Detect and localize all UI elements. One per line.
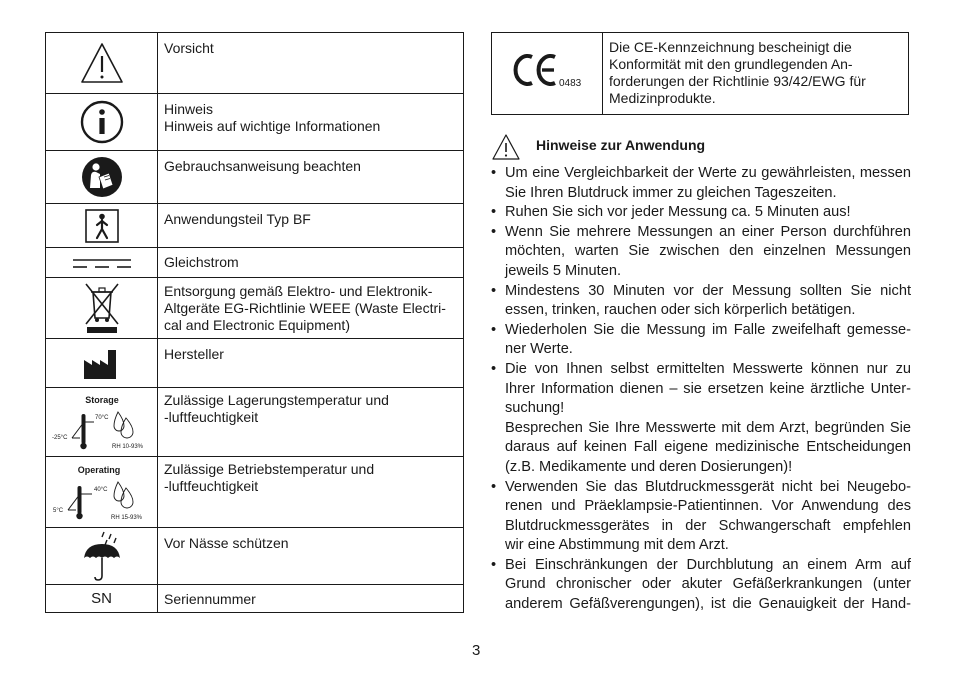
note-line: Blutdruckmessgerätes in der Schwangerschaft empfehlen — [505, 517, 911, 534]
ce-description-line: Medizinprodukte. — [609, 90, 716, 106]
note-line: Mindestens 30 Minuten vor der Messung sollten Sie nicht — [505, 282, 911, 299]
direct-current-icon — [71, 255, 133, 271]
symbol-table — [45, 32, 464, 613]
symbol-icon-cell — [46, 94, 158, 151]
storage-humidity: RH 10-93% — [111, 444, 143, 450]
note-line: möchten, warten Sie zwischen den einzelnen Messungen — [505, 243, 911, 260]
list-item — [491, 282, 911, 321]
warning-triangle-icon — [80, 41, 124, 85]
bullet: • — [491, 321, 497, 338]
note-line: ner Werte. — [505, 341, 573, 358]
symbol-description-line: Seriennummer — [164, 591, 256, 607]
symbol-description — [158, 278, 464, 339]
note-line: Verwenden Sie das Blutdruckmessgerät nicht bei Neugebo- — [505, 478, 911, 495]
list-item — [491, 203, 911, 223]
symbol-icon-cell — [46, 33, 158, 94]
note-line: Sie Ihren Blutdruck immer zu gleichen Tageszeiten. — [505, 184, 837, 201]
bullet: • — [491, 282, 497, 299]
ce-description-line: forderungen der Richtlinie 93/42/EWG für — [609, 73, 866, 89]
type-bf-body-icon — [85, 209, 119, 243]
symbol-icon-cell — [46, 457, 158, 528]
list-item — [491, 478, 911, 556]
symbol-description-line: Entsorgung gemäß Elektro- und Elektronik- — [164, 283, 433, 299]
note-line: Grund chronischer oder akuter Gefäßerkrankungen (unter — [505, 576, 911, 593]
symbol-description — [158, 339, 464, 388]
symbol-description-line: cal and Electronic Equipment) — [164, 317, 350, 333]
storage-label: Storage — [84, 395, 119, 405]
symbol-row — [46, 339, 464, 388]
symbol-description-line: Gebrauchsanweisung beachten — [164, 158, 361, 174]
bullet: • — [491, 478, 497, 495]
symbol-icon-cell — [46, 528, 158, 585]
symbol-row — [46, 388, 464, 457]
symbol-row — [46, 457, 464, 528]
manufacturer-factory-icon — [82, 346, 122, 380]
symbol-icon-cell — [46, 248, 158, 278]
list-item — [491, 321, 911, 360]
bullet: • — [491, 223, 497, 240]
usage-notes-list — [491, 164, 911, 615]
notes-heading-title: Hinweise zur Anwendung — [536, 137, 706, 153]
symbol-description-line: Hersteller — [164, 346, 224, 362]
list-item — [491, 556, 911, 615]
operating-temp-min: 5°C — [52, 508, 63, 514]
ce-notified-body-number: 0483 — [559, 78, 582, 89]
operating-label: Operating — [77, 465, 120, 475]
symbol-description-line: Hinweis — [164, 101, 214, 117]
operating-conditions-icon — [48, 460, 156, 524]
symbol-description-line: -luftfeuchtigkeit — [164, 409, 259, 425]
symbol-description-line: -luftfeuchtigkeit — [164, 478, 259, 494]
list-item — [491, 360, 911, 478]
symbol-icon-cell — [46, 339, 158, 388]
list-item — [491, 164, 911, 203]
storage-temp-max: 70°C — [94, 415, 108, 421]
symbol-description-line: Hinweis auf wichtige Informationen — [164, 118, 381, 134]
bullet: • — [491, 165, 497, 181]
symbol-row — [46, 585, 464, 613]
symbol-description-line: Anwendungsteil Typ BF — [164, 211, 311, 227]
crossed-bin-icon — [84, 282, 120, 334]
note-line: daraus auf keinen Fall eigene medizinische Entscheidungen — [505, 439, 911, 456]
bullet: • — [491, 360, 497, 377]
symbol-description — [158, 528, 464, 585]
symbol-icon-cell — [46, 151, 158, 204]
note-line: renen und Präeklampsie-Patientinnen. Vor Anwendung des — [505, 498, 911, 515]
note-line: Bei Einschränkungen der Durchblutung an einem Arm auf — [505, 556, 911, 573]
note-line: Ruhen Sie sich vor jeder Messung ca. 5 Minuten aus! — [505, 204, 851, 221]
symbol-description — [158, 457, 464, 528]
bullet: • — [491, 204, 497, 221]
warning-triangle-icon — [491, 133, 521, 161]
storage-conditions-icon — [48, 390, 156, 454]
symbol-row — [46, 528, 464, 585]
symbol-description-line: Vor Nässe schützen — [164, 535, 289, 551]
note-line: Wenn Sie mehrere Messungen an einer Person durchführen — [505, 223, 911, 240]
symbol-description — [158, 33, 464, 94]
bullet: • — [491, 556, 497, 573]
symbol-row — [46, 94, 464, 151]
page-number: 3 — [472, 642, 481, 659]
ce-description-line: Konformität mit den grundlegenden An- — [609, 56, 853, 72]
symbol-row — [46, 204, 464, 248]
ce-description — [603, 33, 909, 115]
note-line: Die von Ihnen selbst ermittelten Messwerte können nur zu — [505, 360, 911, 377]
note-line: Wiederholen Sie die Messung im Falle zweifelhaft gemesse- — [505, 321, 911, 338]
umbrella-rain-icon — [82, 530, 122, 582]
note-line: anderem Gefäßverengungen), ist die Genauigkeit der Hand- — [505, 596, 911, 613]
note-line: (z.B. Medikamente und deren Dosierungen)! — [505, 458, 793, 475]
note-line: wir eine Abstimmung mit dem Arzt. — [505, 537, 729, 554]
symbol-description — [158, 151, 464, 204]
ce-icon-cell — [492, 33, 603, 115]
operating-humidity: RH 15-93% — [110, 515, 142, 521]
note-line: Um eine Vergleichbarkeit der Werte zu gewährleisten, messen — [505, 165, 911, 181]
note-line: essen, trinken, rauchen oder sich körperlich betätigen. — [505, 302, 856, 319]
serial-number-icon: SN — [91, 589, 112, 607]
storage-temp-min: -25°C — [51, 435, 67, 441]
symbol-row — [46, 151, 464, 204]
info-icon — [79, 99, 125, 145]
symbol-description-line: Vorsicht — [164, 40, 214, 56]
note-line: jeweils 5 Minuten. — [505, 262, 621, 279]
ce-description-line: Die CE-Kennzeichnung bescheinigt die — [609, 39, 852, 55]
symbol-icon-cell — [46, 204, 158, 248]
symbol-row — [46, 33, 464, 94]
symbol-description — [158, 248, 464, 278]
ce-marking-box — [491, 32, 909, 115]
notes-heading — [491, 133, 911, 163]
ce-mark-icon — [492, 33, 600, 109]
symbol-description — [158, 204, 464, 248]
list-item — [491, 223, 911, 282]
symbol-description — [158, 388, 464, 457]
note-line: Besprechen Sie Ihre Messwerte mit dem Arzt, begründen Sie — [505, 419, 911, 436]
symbol-description-line: Zulässige Betriebstemperatur und — [164, 461, 375, 477]
symbol-description — [158, 94, 464, 151]
note-line: suchung! — [505, 400, 565, 417]
symbol-description-line: Altgeräte EG-Richtlinie WEEE (Waste Electri- — [164, 300, 446, 316]
symbol-description-line: Gleichstrom — [164, 254, 239, 270]
note-line: Ihrer Information dienen – sie ersetzen keine ärztliche Unter- — [505, 380, 911, 397]
symbol-icon-cell — [46, 388, 158, 457]
symbol-row — [46, 248, 464, 278]
manual-reader-icon — [80, 155, 124, 199]
symbol-description — [158, 585, 464, 613]
symbol-icon-cell — [46, 585, 158, 613]
symbol-icon-cell — [46, 278, 158, 339]
operating-temp-max: 40°C — [93, 487, 107, 493]
symbol-row — [46, 278, 464, 339]
symbol-description-line: Zulässige Lagerungstemperatur und — [164, 392, 389, 408]
